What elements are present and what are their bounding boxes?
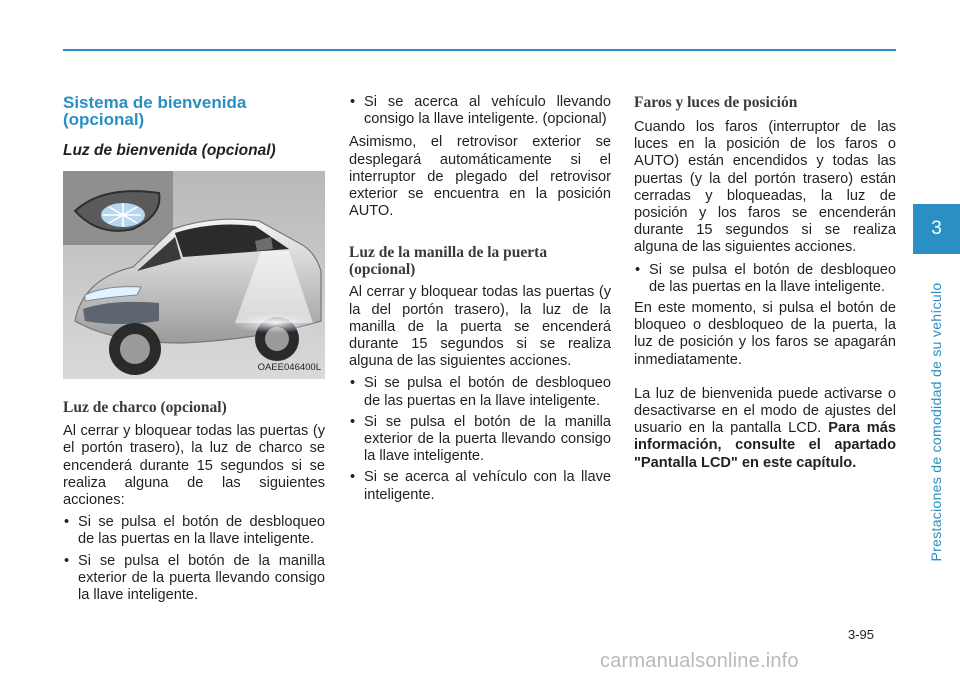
car-drawing: [63, 171, 325, 379]
door-handle-list: [349, 375, 611, 503]
puddle-light-text: Al cerrar y bloquear todas las puertas (y el portón trasero), la luz de charco se encenderá durante 15 segundos si se realiza alguna de las siguientes acciones:: [63, 423, 325, 509]
headlamp-text: Cuando los faros (interruptor de las luces en la posición de los faros o AUTO) están encendidos y todas las puertas (y la del portón trasero) están cerradas y bloqueadas, la luz de posición y los faros se encenderán durante 15 segundos si se realiza alguna de las siguientes acciones.: [634, 119, 896, 256]
headlamp-heading: Faros y luces de posición: [634, 94, 798, 111]
door-handle-text: Al cerrar y bloquear todas las puertas (y la del portón trasero), la luz de la manilla de la puerta se encenderá durante 15 segundos si se realiza alguna de las siguientes acciones.: [349, 284, 611, 370]
car-illustration: [63, 171, 325, 379]
list-item: • Si se pulsa el botón de desbloqueo de las puertas en la llave inteligente.: [349, 375, 611, 409]
list-item: • Si se pulsa el botón de desbloqueo de las puertas en la llave inteligente.: [63, 514, 325, 548]
puddle-light-heading: Luz de charco (opcional): [63, 399, 227, 417]
lcd-reference: Para más información, consulte el apartado "Pantalla LCD" en este capítulo.: [634, 420, 896, 471]
chapter-title: Prestaciones de comodidad de su vehículo: [928, 282, 944, 562]
headlamp-off-text: En este momento, si pulsa el botón de bloqueo o desbloqueo de la puerta, la luz de posición y los faros se apagarán inmediatamente.: [634, 300, 896, 368]
headlamp-list: [634, 262, 896, 296]
column-2: [349, 94, 611, 504]
puddle-light-list: [63, 514, 325, 604]
list-item: • Si se acerca al vehículo con la llave inteligente.: [349, 469, 611, 503]
door-handle-heading: Luz de la manilla de la puerta (opcional): [349, 244, 548, 279]
welcome-light-heading: Luz de bienvenida (opcional): [63, 142, 276, 159]
list-item: • Si se pulsa el botón de la manilla exterior de la puerta llevando consigo la llave inteligente.: [349, 414, 611, 466]
list-item: • Si se pulsa el botón de la manilla exterior de la puerta llevando consigo la llave inteligente.: [63, 553, 325, 605]
section-heading: Sistema de bienvenida (opcional): [63, 93, 247, 129]
chapter-tab: 3: [913, 204, 960, 254]
watermark: carmanualsonline.info: [600, 650, 799, 672]
list-item: • Si se acerca al vehículo llevando consigo la llave inteligente. (opcional): [349, 94, 611, 128]
column-3: [634, 94, 896, 472]
column-1: [63, 94, 325, 604]
lcd-setting-sentence: La luz de bienvenida puede activarse o desactivarse en el modo de ajustes del usuario en la pantalla LCD.: [634, 385, 896, 437]
lcd-setting-text: [634, 386, 896, 472]
figure-code: OAEE046400L: [257, 362, 321, 373]
approach-list: [349, 94, 611, 128]
list-item: • Si se pulsa el botón de desbloqueo de las puertas en la llave inteligente.: [634, 262, 896, 296]
mirror-text: Asimismo, el retrovisor exterior se desplegará automáticamente si el interruptor de plegado del retrovisor exterior se encuentra en la posición AUTO.: [349, 134, 611, 220]
top-rule: [63, 49, 896, 51]
page-number: 3-95: [848, 627, 875, 642]
